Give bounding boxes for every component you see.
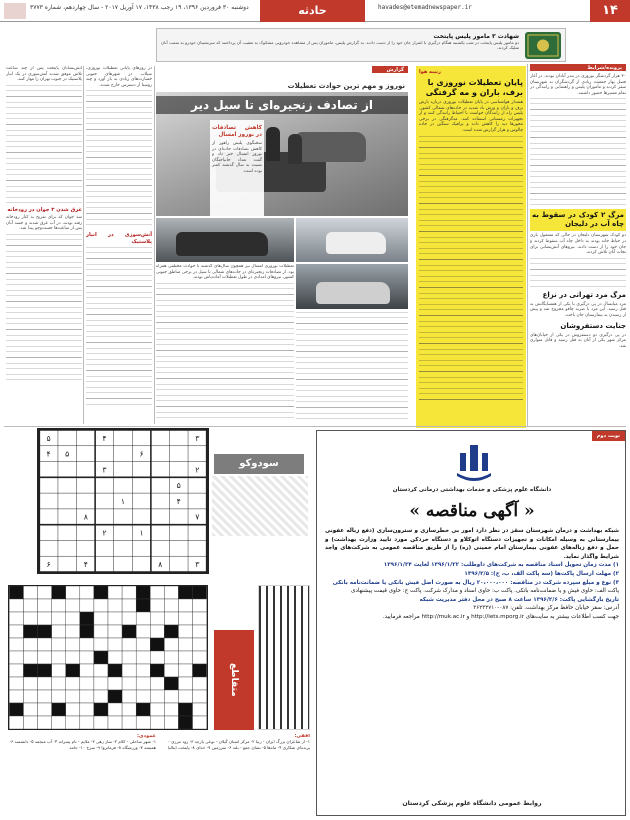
crossword-cell[interactable]: [136, 625, 150, 638]
right-column-text: ۳۰ هزار گردشگر نوروزی در بندر آبادان بودند. در آغاز فصل بهار جمعیت زیادی از گردشگران به شهرستان سفر کردند و ماموران پلیس و راهنمایی و رانندگی در تمام مسیرها حضور داشتند.: [530, 74, 626, 96]
left-outer-text-b: آتش‌نشانان پایتخت پس از چند ساعت تلاش موفق شدند آتش‌سوزی در یک انبار پلاستیک در جنوب تهران را مهار کنند.: [6, 66, 82, 83]
sudoku-clue-digit: ۵: [46, 433, 51, 443]
crossword-cell[interactable]: [108, 586, 122, 599]
sudoku-clue-digit: ۵: [176, 481, 181, 491]
left-outer-filler-b: [6, 234, 82, 384]
crossword-cell[interactable]: [52, 625, 66, 638]
crossword-cell[interactable]: [9, 638, 23, 651]
crossword-cell[interactable]: [122, 586, 136, 599]
crossword-cell[interactable]: [178, 599, 192, 612]
sudoku-clue-digit: ۸: [83, 512, 88, 522]
sudoku-clue-digit: ۷: [195, 512, 200, 522]
crossword-block-cell: [94, 586, 108, 599]
page-number: ۱۴: [590, 0, 630, 22]
divider-horizontal: [4, 426, 626, 427]
left-outer-sub-b: غرق شدن ۳ جوان در رودخانه: [7, 206, 82, 213]
crossword-cell[interactable]: [52, 664, 66, 677]
ad-date-flag: نوبت دوم: [592, 431, 625, 441]
crossword-cell[interactable]: [178, 612, 192, 625]
crossword-block-cell: [178, 703, 192, 716]
crossword-cell[interactable]: [108, 625, 122, 638]
sudoku-decoration: [212, 476, 308, 536]
ad-intro: شبکه بهداشت و درمان شهرستان سقز در نظر دارد امور بی خطرسازی و سترون‌سازی (دفع زباله عفونی بیمارستانی به وسیله امکانات و تجهیزات دستگاه اتوکلاو و دستگاه خردکن مورد تایید وزارت بهداشت) و حمل و دفع زباله‌های عفونی بیمارستان امام خمینی (ره) را از طریق مناقصه عمومی به شرکت‌های واجد شرایط واگذار نماید.: [325, 528, 619, 560]
crossword-block-cell: [80, 625, 94, 638]
crossword-cell[interactable]: [23, 651, 37, 664]
across-heading: افقی:: [294, 734, 310, 739]
crossword-cell[interactable]: [66, 625, 80, 638]
down-clues-text: ۱- شهر ساحلی - کلام ۲- ساز زهی ۳- ملایم - نام پسرانه ۴- آب منجمد ۵- دانشمند ۶- همیشه ۷- ورزشگاه ۸- فرمانروا ۹- سرخ ۱۰- جامه: [9, 739, 156, 750]
feature-body-filler: [156, 283, 294, 422]
crossword-cell[interactable]: [164, 690, 178, 703]
divider-left-2: [154, 66, 155, 424]
crossword-cell[interactable]: [122, 716, 136, 729]
crossword-cell[interactable]: [66, 716, 80, 729]
sudoku-clue-digit: ۸: [158, 560, 163, 570]
crossword-cell[interactable]: [150, 599, 164, 612]
sudoku-clue-digit: ۲: [195, 465, 200, 475]
crossword-block-cell: [178, 586, 192, 599]
weather-kicker: رتیبه هوا: [419, 69, 441, 75]
crossword-cell[interactable]: [193, 677, 207, 690]
crossword-cell[interactable]: [66, 599, 80, 612]
crossword-cell[interactable]: [122, 599, 136, 612]
sudoku-clue-digit: ۳: [102, 465, 107, 475]
photo-caption-title: کاهش تصادفات در نوروز امسال: [212, 125, 262, 138]
crossword-cell[interactable]: [66, 651, 80, 664]
left-outer-filler-a: [6, 85, 82, 205]
crossword-cell[interactable]: [38, 690, 52, 703]
crossword-cell[interactable]: [66, 612, 80, 625]
ad-item-2: ۲) مهلت ارسال پاکت‌ها (سه پاکت الف، ب، ج): ۱۳۹۶/۲/۵: [464, 570, 619, 577]
crossword-cell[interactable]: [136, 664, 150, 677]
crossword-cell[interactable]: [193, 638, 207, 651]
crossword-cell[interactable]: [23, 599, 37, 612]
crossword-block-cell: [164, 625, 178, 638]
crossword-cell[interactable]: [178, 638, 192, 651]
tehran-fight-text: مرد میانسال در پی درگیری با یکی از همسایگانش به قتل رسید. این مرد با ضربه چاقو مجروح شد و پیش از رسیدن به بیمارستان جان باخت.: [530, 301, 626, 318]
crashed-car-image: [176, 232, 268, 256]
ad-body: [325, 527, 619, 813]
weather-text: هشدار هواشناسی در پایان تعطیلات نوروزی درباره بارش برف و باران و وزش باد شدید در جاده‌های شمالی کشور. پلیس راه از رانندگان خواست با احتیاط رانندگی کنند و از تجهیزات زمستانی استفاده کنند. مه‌گرفتگی در برخی محورها دید را کاهش داده و ترافیک سنگین در جاده چالوس و هراز گزارش شده است.: [419, 100, 523, 133]
crossword-cell[interactable]: [108, 716, 122, 729]
left-inner-filler-a: [86, 90, 152, 230]
feature-pretitle: نوروز و مهم ترین حوادث تعطیلات: [287, 82, 405, 90]
crossword-cell[interactable]: [52, 716, 66, 729]
ad-item-7[interactable]: جهت کسب اطلاعات بیشتر به سایت‌های http://iets.mporg.ir و http://muk.ac.ir مراجعه فرمایید.: [382, 613, 619, 620]
crossword-cell[interactable]: [80, 586, 94, 599]
peddlers-text: در پی درگیری دو دستفروش در یکی از خیابان‌های مرکز شهر یکی از آنان به قتل رسید و قاتل متواری شد.: [530, 332, 626, 349]
crossword-cell[interactable]: [9, 625, 23, 638]
page-header: [0, 0, 630, 22]
crossword-cell[interactable]: [52, 690, 66, 703]
crossword-cell[interactable]: [80, 677, 94, 690]
crossword-block-cell: [150, 638, 164, 651]
feature-body-right: [296, 312, 408, 424]
crossword-cell[interactable]: [136, 677, 150, 690]
crossword-cell[interactable]: [193, 625, 207, 638]
crossword-cell[interactable]: [80, 638, 94, 651]
crossword-cell[interactable]: [80, 599, 94, 612]
crossword-cell[interactable]: [122, 638, 136, 651]
crossword-cell[interactable]: [94, 612, 108, 625]
crashed-car-image: [296, 132, 366, 162]
crossword-block-cell: [23, 625, 37, 638]
crossword-cell[interactable]: [108, 677, 122, 690]
crossword-cell[interactable]: [136, 651, 150, 664]
crossword-cell[interactable]: [66, 677, 80, 690]
sudoku-clue-digit: ۴: [83, 560, 88, 570]
crossword-cell[interactable]: [38, 612, 52, 625]
ad-title: « آگهی مناقصه »: [409, 501, 535, 521]
left-inner-text-a: در روزهای پایانی تعطیلات نوروزی، سیلاب در شهرهای جنوبی خسارت‌های زیادی به بار آورد و چند روستا از دسترس خارج شدند.: [86, 66, 152, 88]
tehran-fight-title: مرگ مرد تهرانی در نزاع: [542, 290, 626, 299]
tender-advertisement: [316, 430, 626, 816]
crossword-cell[interactable]: [164, 651, 178, 664]
crossword-cell[interactable]: [193, 612, 207, 625]
crossword-cell[interactable]: [108, 638, 122, 651]
issue-info: دوشنبه ۳۰ فروردین ۱۳۹۶، ۱۹ رجب ۱۴۳۸، ۱۷ آوریل ۲۰۱۷ - سال چهاردهم، شماره ۳۷۷۳: [30, 4, 249, 11]
right-column: [530, 64, 626, 424]
crossword-cell[interactable]: [38, 703, 52, 716]
feature-body: [156, 264, 294, 422]
sudoku-clue-digit: ۶: [46, 560, 51, 570]
ad-item-4: پاکت الف: حاوی فیش و یا ضمانت‌نامه بانکی. پاکت ب: حاوی اسناد و مدارک شرکت. پاکت ج: حاوی قیمت پیشنهادی: [350, 588, 619, 595]
crossword-block-cell: [52, 586, 66, 599]
crossword-cell[interactable]: [66, 586, 80, 599]
crossword-cell[interactable]: [108, 651, 122, 664]
crossword-cell[interactable]: [23, 690, 37, 703]
sudoku-clue-digit: ۵: [65, 449, 70, 459]
crossword-block-cell: [178, 716, 192, 729]
sudoku-clue-digit: ۴: [102, 433, 107, 443]
ad-item-5: تاریخ بازگشایی پاکت: ۱۳۹۶/۲/۶ ساعت ۸ صبح در محل دفتر مدیریت شبکه: [419, 596, 619, 603]
crossword-cell[interactable]: [150, 625, 164, 638]
crossword-block-cell: [9, 703, 23, 716]
crossword-block-cell: [108, 690, 122, 703]
crossword-cell[interactable]: [150, 677, 164, 690]
crossword-side-pattern: [258, 585, 310, 730]
dilijan-title: مرگ ۲ کودک در سقوط به چاه آب در دلیجان: [530, 209, 626, 231]
crossword-cell[interactable]: [66, 690, 80, 703]
car-image: [316, 282, 390, 304]
crossword-cell[interactable]: [94, 690, 108, 703]
feature-photo-third: [156, 218, 294, 262]
crossword-cell[interactable]: [94, 677, 108, 690]
crossword-cell[interactable]: [164, 664, 178, 677]
crossword-cell[interactable]: [66, 638, 80, 651]
crossword-block-cell: [136, 599, 150, 612]
crossword-cell[interactable]: [23, 716, 37, 729]
crossword-cell[interactable]: [9, 690, 23, 703]
police-box-title: شهادت ۳ مامور پلیس پایتخت: [433, 33, 519, 40]
crossword-cell[interactable]: [52, 677, 66, 690]
crossword-cell[interactable]: [94, 599, 108, 612]
crossword-cell[interactable]: [38, 599, 52, 612]
crossword-cell[interactable]: [136, 612, 150, 625]
crossword-cell[interactable]: [164, 703, 178, 716]
crossword-block-cell: [94, 651, 108, 664]
crossword-block-cell: [193, 664, 207, 677]
sudoku-clue-digit: ۱: [120, 496, 126, 506]
crossword-block-cell: [108, 664, 122, 677]
crossword-block-cell: [94, 703, 108, 716]
crossword-cell[interactable]: [80, 703, 94, 716]
sudoku-clue-digit: ۲: [102, 528, 107, 538]
across-clues-text: ۱- از شاعران بزرگ ایران - زیبا ۲- مرکز استان گیلان - نوعی پارچه ۳- رود مرزی - پرنده‌ای شکاری ۴- ماه‌ها ۵- نشان جمع - بلند ۶- سرزمین ۷- خدای ۸- پایتخت ایتالیا: [167, 739, 310, 750]
left-outer-text-c: سه جوان که برای تفریح به کنار رودخانه رفته بودند، در آب غرق شدند و جسد آنان پس از ساعت‌ها جست‌وجو پیدا شد.: [6, 215, 82, 232]
crossword-cell[interactable]: [80, 690, 94, 703]
crossword-block-cell: [38, 664, 52, 677]
crossword-cell[interactable]: [108, 703, 122, 716]
crossword-cell[interactable]: [9, 612, 23, 625]
sudoku-clue-digit: ۳: [195, 433, 200, 443]
left-inner-sub-a: آتش‌سوزی در انبار پلاستیک: [86, 232, 152, 245]
crossword-cell[interactable]: [122, 690, 136, 703]
feature-headline: از تصادف زنجیره‌ای تا سیل دیر: [156, 96, 408, 114]
down-heading: عمودی:: [136, 734, 156, 739]
crossword-cell[interactable]: [193, 716, 207, 729]
crossword-cell[interactable]: [122, 612, 136, 625]
crossword-block-cell: [193, 586, 207, 599]
ad-item-1: ۱) مدت زمان تحویل اسناد مناقصه به شرکت‌های داوطلب: ۱۳۹۶/۱/۲۲ لغایت ۱۳۹۶/۱/۲۴: [383, 562, 619, 569]
sudoku-clue-digit: ۱: [139, 528, 144, 538]
crossword-cell[interactable]: [94, 716, 108, 729]
feature-kicker: گزارش: [372, 66, 408, 73]
crossword-cell[interactable]: [9, 677, 23, 690]
crossword-cell[interactable]: [108, 599, 122, 612]
crossword-cell[interactable]: [178, 651, 192, 664]
crossword-block-cell: [23, 664, 37, 677]
crossword-title: متقاطع: [214, 630, 254, 730]
feature-photo-second: [296, 218, 408, 262]
sudoku-clue-digit: ۴: [46, 449, 51, 459]
crossword-cell[interactable]: [150, 703, 164, 716]
crossword-cell[interactable]: [80, 716, 94, 729]
crossword-cell[interactable]: [80, 664, 94, 677]
sudoku-grid[interactable]: [37, 428, 209, 574]
crossword-cell[interactable]: [178, 625, 192, 638]
ad-item-6: آدرس: سقز خیابان حافظ مرکز بهداشت. تلفن: ۰۸۷-۳۶۲۳۲۷۱۰: [473, 605, 619, 612]
crossword-block-cell: [122, 625, 136, 638]
peddlers-title: جنایت دستفروشان: [560, 321, 626, 330]
crossword-cell[interactable]: [164, 599, 178, 612]
crossword-cell[interactable]: [136, 690, 150, 703]
crossword-cell[interactable]: [52, 638, 66, 651]
feature-body-text: تعطیلات نوروزی امسال نیز همچون سال‌های گذشته با حوادث مختلفی همراه بود. از تصادفات زنجیره‌ای در جاده‌های شمالی تا سیل در برخی مناطق جنوبی کشور، نیروهای امدادی در طول تعطیلات آماده‌باش بودند.: [156, 264, 294, 281]
crossword-cell[interactable]: [38, 638, 52, 651]
crossword-cell[interactable]: [23, 586, 37, 599]
weather-box: [416, 66, 526, 428]
police-box-text: دو مامور پلیس پایتخت در شب یکشنبه هنگام درگیری با اشرار جان خود را از دست دادند. به گزارش پلیس، ماموران پس از مشاهده خودرویی مشکوک به تعقیب آن پرداختند که سرنشینان خودرو به سمت آنان شلیک کردند.: [161, 40, 519, 51]
crossword-cell[interactable]: [136, 716, 150, 729]
left-column-inner: [86, 66, 152, 424]
right-column-text-filler: [530, 98, 626, 206]
ad-signature: روابط عمومی دانشگاه علوم پزشکی کردستان: [402, 800, 542, 807]
crossword-cell[interactable]: [52, 651, 66, 664]
crossword-cell[interactable]: [164, 716, 178, 729]
crossword-block-cell: [66, 664, 80, 677]
crossword-cell[interactable]: [150, 586, 164, 599]
crossword-cell[interactable]: [193, 703, 207, 716]
right-column-kicker: پرونده/شرایط: [530, 64, 626, 71]
crossword-cell[interactable]: [193, 599, 207, 612]
crossword-cell[interactable]: [164, 638, 178, 651]
crossword-cell[interactable]: [66, 703, 80, 716]
crossword-block-cell: [80, 612, 94, 625]
divider-left: [83, 66, 84, 424]
weather-title: پایان تعطیلات نوروزی با برف، باران و مه گرفتگی: [425, 78, 523, 97]
crossword-cell[interactable]: [178, 664, 192, 677]
crossword-cell[interactable]: [23, 612, 37, 625]
divider-right: [527, 64, 528, 426]
crossword-cell[interactable]: [94, 625, 108, 638]
crossword-cell[interactable]: [9, 651, 23, 664]
crossword-block-cell: [136, 586, 150, 599]
left-column-outer: [6, 66, 82, 424]
crossword-cell[interactable]: [38, 716, 52, 729]
police-emblem: [525, 32, 561, 59]
crossword-cell[interactable]: [178, 677, 192, 690]
person-image: [266, 127, 280, 161]
crossword-block-cell: [38, 625, 52, 638]
crossword-cell[interactable]: [150, 716, 164, 729]
crossword-cell[interactable]: [52, 599, 66, 612]
crossword-cell[interactable]: [9, 599, 23, 612]
crossword-cell[interactable]: [193, 690, 207, 703]
crossword-cell[interactable]: [150, 612, 164, 625]
dilijan-text: دو کودک شهرستان دلیجان در حالی که مشغول بازی در حیاط خانه بودند به داخل چاه آب سقوط کردند و جان خود را از دست دادند. نیروهای آتش‌نشانی برای نجات آنان تلاش کردند.: [530, 233, 626, 256]
crossword-cell[interactable]: [150, 651, 164, 664]
feature-body-right-filler: [296, 312, 408, 424]
crossword-cell[interactable]: [94, 664, 108, 677]
crossword-cell[interactable]: [9, 664, 23, 677]
crossword-down-clues: [6, 734, 156, 818]
sudoku-clue-digit: ۴: [176, 496, 181, 506]
crossword-block-cell: [52, 703, 66, 716]
crossword-block-cell: [150, 664, 164, 677]
section-title: حادثه: [260, 0, 365, 22]
crossword-cell[interactable]: [23, 703, 37, 716]
crossword-cell[interactable]: [178, 690, 192, 703]
crossword-cell[interactable]: [38, 677, 52, 690]
sudoku-clue-digit: ۳: [195, 560, 200, 570]
crossword-cell[interactable]: [108, 612, 122, 625]
crossword-across-clues: [160, 734, 310, 818]
dilijan-text-filler: [530, 258, 626, 288]
police-badge-icon: [525, 32, 561, 59]
crossword-cell[interactable]: [94, 638, 108, 651]
left-inner-filler-b: [86, 247, 152, 407]
weather-text-filler: [419, 136, 523, 404]
crossword-cell[interactable]: [122, 664, 136, 677]
header-ornament: [4, 3, 26, 19]
crossword-cell[interactable]: [52, 612, 66, 625]
crossword-block-cell: [164, 677, 178, 690]
ad-organization: دانشگاه علوم پزشکی و خدمات بهداشتی درمانی کردستان: [392, 487, 552, 493]
crossword-cell[interactable]: [23, 677, 37, 690]
photo-caption: [210, 120, 264, 216]
sudoku-title: سودوکو: [214, 454, 304, 474]
crossword-cell[interactable]: [164, 586, 178, 599]
person-image: [288, 134, 302, 164]
ad-item-3: ۳) نوع و مبلغ سپرده شرکت در مناقصه: ۲۰،۰۰۰،۰۰۰ ریال به صورت اصل فیش بانکی یا ضمانت‌نامه بانکی: [332, 579, 619, 586]
crossword-grid[interactable]: [8, 585, 208, 730]
crossword-block-cell: [9, 586, 23, 599]
crossword-cell[interactable]: [38, 586, 52, 599]
university-logo-icon: [455, 441, 493, 483]
sudoku-clue-digit: ۶: [139, 449, 144, 459]
photo-caption-text: سخنگوی پلیس راهور از کاهش تصادفات جاده‌ای در نوروز امسال خبر داد و گفت تعداد جانباختگان نسبت به سال گذشته کمتر بوده است.: [212, 141, 262, 174]
crossword-cell[interactable]: [23, 638, 37, 651]
crossword-cell[interactable]: [164, 612, 178, 625]
crossword-cell[interactable]: [136, 638, 150, 651]
crossword-cell[interactable]: [38, 651, 52, 664]
crossword-cell[interactable]: [80, 651, 94, 664]
crossword-block-cell: [136, 703, 150, 716]
crossword-cell[interactable]: [122, 703, 136, 716]
crossword-cell[interactable]: [122, 651, 136, 664]
white-car-image: [326, 232, 386, 254]
crossword-cell[interactable]: [193, 651, 207, 664]
section-email[interactable]: havades@etemadnewspaper.ir: [378, 4, 472, 11]
feature-photo-fourth: [296, 264, 408, 309]
crossword-cell[interactable]: [122, 677, 136, 690]
crossword-cell[interactable]: [9, 716, 23, 729]
police-news-box: [156, 28, 566, 62]
crossword-cell[interactable]: [150, 690, 164, 703]
